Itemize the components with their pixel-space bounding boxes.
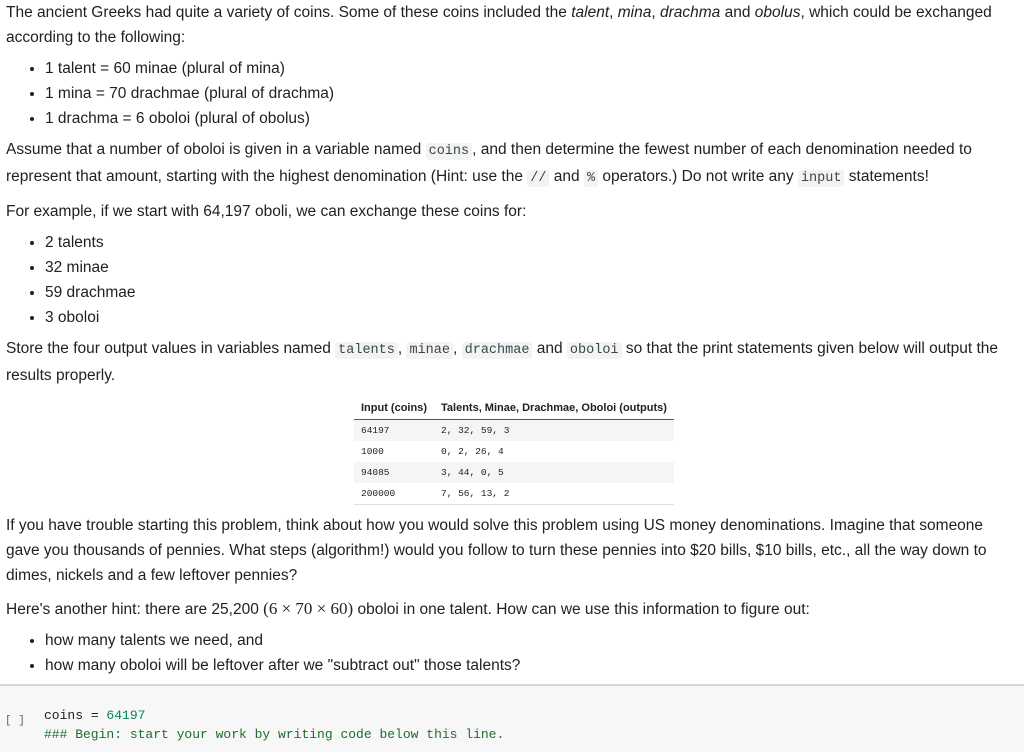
list-item: • 1 drachma = 6 oboloi (plural of obolus) xyxy=(45,106,1018,131)
drachmae-code: drachmae xyxy=(462,342,533,359)
assume-text: statements! xyxy=(844,168,929,185)
minae-code: minae xyxy=(406,342,453,359)
mina-term: mina xyxy=(617,4,652,21)
oboloi-code: oboloi xyxy=(567,342,622,359)
list-item: • 59 drachmae xyxy=(45,280,1018,305)
intro-paragraph xyxy=(6,0,1018,50)
hint-text: oboloi in one talent. How can we use this information to figure out: xyxy=(353,601,810,618)
table-cell: 1000 xyxy=(361,446,384,457)
sep: and xyxy=(720,4,755,21)
coins-code: coins xyxy=(426,143,473,160)
list-item: • 1 talent = 60 minae (plural of mina) xyxy=(45,56,1018,81)
table-row xyxy=(354,462,674,483)
drachma-term: drachma xyxy=(660,4,721,21)
store-text: Store the four output values in variables named xyxy=(6,340,336,357)
assume-text: , and then determine the fewest number of each denomination needed to represent that amount, starting with the highest denomination (Hint: use the xyxy=(6,141,972,185)
sep: and xyxy=(532,340,567,357)
input-code: input xyxy=(798,170,845,187)
obolus-term: obolus xyxy=(754,4,801,21)
rates-list xyxy=(6,56,1018,131)
intro-text-end: , which could be exchanged according to the following: xyxy=(6,4,992,46)
list-item: • 2 talents xyxy=(45,230,1018,255)
markdown-cell xyxy=(6,0,1018,684)
list-item: • 32 minae xyxy=(45,255,1018,280)
store-text: so that the print statements given below will output the results properly. xyxy=(6,340,999,384)
sep: , xyxy=(609,4,618,21)
table-cell: 2, 32, 59, 3 xyxy=(434,420,674,442)
mod-code: % xyxy=(584,170,598,187)
hint-text: Here's another hint: there are 25,200 xyxy=(6,601,264,618)
assume-paragraph xyxy=(6,137,1018,191)
math-expression: (6 × 70 × 60) xyxy=(263,599,354,618)
example-list xyxy=(6,230,1018,330)
code-cell[interactable] xyxy=(0,686,1024,752)
code-line-2[interactable]: ### Begin: start your work by writing code below this line. xyxy=(44,727,505,742)
run-cell-button[interactable]: [ ] xyxy=(5,715,25,727)
table-cell: 200000 xyxy=(354,483,434,505)
code-variable: coins xyxy=(44,708,84,723)
sep: , xyxy=(651,4,660,21)
table-row xyxy=(354,420,674,442)
code-line-1[interactable] xyxy=(44,707,145,725)
example-intro: For example, if we start with 64,197 oboli, we can exchange these coins for: xyxy=(6,203,527,220)
assume-text: Assume that a number of oboloi is given in a variable named xyxy=(6,141,426,158)
hint-paragraph xyxy=(6,596,1018,622)
list-item: • 1 mina = 70 drachmae (plural of drachma) xyxy=(45,81,1018,106)
table-header: Talents, Minae, Drachmae, Oboloi (outputs) xyxy=(434,398,674,420)
table-row xyxy=(354,483,674,505)
code-number: 64197 xyxy=(106,708,146,723)
trouble-paragraph: If you have trouble starting this problem, think about how you would solve this problem using US money denominations. Imagine that someone gave you thousands of pennies. What steps (algorithm!) would you follow to turn these pennies into $20 bills, $10 bills, etc., all the way down to dimes, nickels and a few leftover pennies? xyxy=(6,517,987,584)
assume-text: operators.) Do not write any xyxy=(598,168,798,185)
table-header: Input (coins) xyxy=(354,398,434,420)
table-cell: 7, 56, 13, 2 xyxy=(434,483,674,505)
talent-term: talent xyxy=(571,4,610,21)
list-item: • how many oboloi will be leftover after we "subtract out" those talents? xyxy=(45,653,1018,678)
store-paragraph xyxy=(6,336,1018,388)
table-header-row xyxy=(354,398,674,420)
table-cell: 64197 xyxy=(354,420,434,442)
sep: , xyxy=(453,340,462,357)
talents-code: talents xyxy=(335,342,398,359)
table-cell: 0, 2, 26, 4 xyxy=(441,446,504,457)
sep: , xyxy=(397,340,407,357)
code-operator: = xyxy=(83,708,107,723)
table-cell: 3, 44, 0, 5 xyxy=(434,462,674,483)
table-row xyxy=(354,441,674,462)
io-table xyxy=(354,398,674,505)
assume-text: and xyxy=(549,168,584,185)
intro-text: The ancient Greeks had quite a variety of coins. Some of these coins included the xyxy=(6,4,572,21)
floordiv-code: // xyxy=(527,170,549,187)
hint-list xyxy=(6,628,1018,678)
table-cell: 94085 xyxy=(354,462,434,483)
list-item: • how many talents we need, and xyxy=(45,628,1018,653)
list-item: • 3 oboloi xyxy=(45,305,1018,330)
